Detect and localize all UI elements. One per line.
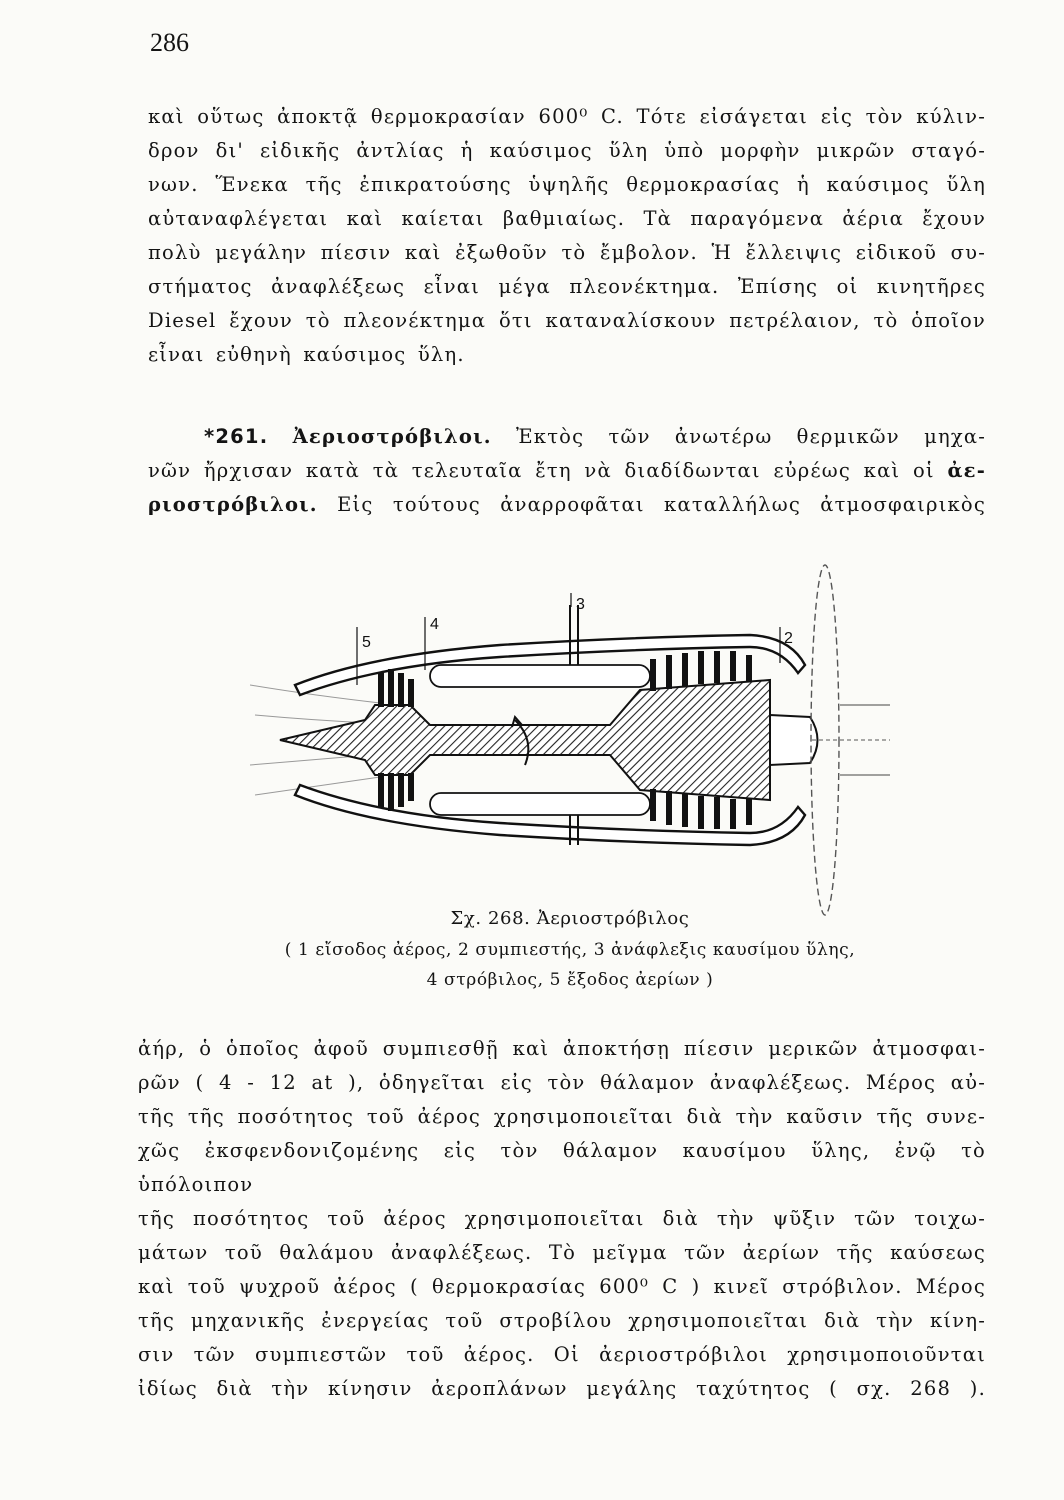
section-number: *261.	[204, 425, 269, 448]
paragraph-diesel	[148, 100, 986, 372]
label-compressor: 2	[784, 630, 793, 647]
text-line: ἀήρ, ὁ ὁποῖος ἀφοῦ συμπιεσθῇ καὶ ἀποκτήσῃ πίεσιν μερικῶν ἀτμοσφαι-	[138, 1037, 986, 1060]
text-line: καὶ τοῦ ψυχροῦ ἀέρος ( θερμοκρασίας 600⁰ C ) κινεῖ στρόβιλον. Μέρος	[138, 1275, 986, 1298]
text-line: εἶναι εὐθηνὴ καύσιμος ὕλη.	[148, 343, 465, 366]
figure-caption-legend: ( 1 εἴσοδος ἀέρος, 2 συμπιεστής, 3 ἀνάφλεξις καυσίμου ὕλης,	[284, 940, 856, 960]
text-line: μάτων τοῦ θαλάμου ἀναφλέξεως. Τὸ μεῖγμα τῶν ἀερίων τῆς καύσεως	[138, 1241, 986, 1264]
text-segment: Ἐκτὸς τῶν ἀνωτέρω θερμικῶν μηχα-	[515, 425, 987, 448]
text-line	[148, 488, 986, 522]
text-segment: Εἰς τούτους ἀναρροφᾶται καταλλήλως ἀτμοσφαιρικὸς	[337, 493, 986, 516]
text-line: αὐταναφλέγεται καὶ καίεται βαθμιαίως. Τὰ παραγόμενα ἀέρια ἔχουν	[148, 207, 986, 230]
text-line: καὶ οὕτως ἀποκτᾷ θερμοκρασίαν 600⁰ C. Τότε εἰσάγεται εἰς τὸν κύλιν-	[148, 105, 986, 128]
bold-term: ριοστρόβιλοι.	[148, 493, 318, 516]
label-fuel-ignition: 3	[576, 596, 585, 613]
text-line: τῆς τῆς ποσότητος τοῦ ἀέρος χρησιμοποιεῖται διὰ τὴν καῦσιν τῆς συνε-	[138, 1105, 986, 1128]
figure-caption-title: Σχ. 268. Ἀεριοστρόβιλος	[450, 908, 690, 929]
text-line: πολὺ μεγάλην πίεσιν καὶ ἐξωθοῦν τὸ ἔμβολον. Ἡ ἔλλειψις εἰδικοῦ συ-	[148, 241, 986, 264]
label-turbine: 4	[430, 616, 439, 633]
text-segment: νῶν ἤρχισαν κατὰ τὰ τελευταῖα ἔτη νὰ διαδίδωνται εὐρέως καὶ οἱ	[148, 459, 935, 482]
text-line: ἰδίως διὰ τὴν κίνησιν ἀεροπλάνων μεγάλης ταχύτητος ( σχ. 268 ).	[138, 1377, 986, 1400]
combustion-chamber-bottom	[430, 793, 650, 815]
bold-term: ἀε-	[947, 459, 986, 482]
text-line: ρῶν ( 4 - 12 at ), ὁδηγεῖται εἰς τὸν θάλαμον ἀναφλέξεως. Μέρος αὐ-	[138, 1071, 986, 1094]
combustion-chamber-top	[430, 665, 650, 687]
text-line: χῶς ἐκσφενδονιζομένης εἰς τὸν θάλαμον καυσίμου ὕλης, ἐνῷ τὸ ὑπόλοιπον	[138, 1139, 986, 1196]
text-line	[204, 420, 986, 454]
text-line	[148, 454, 986, 488]
gas-turbine-diagram	[250, 555, 890, 940]
paragraph-gas-turbine-intro	[148, 420, 987, 522]
label-exhaust: 5	[362, 634, 371, 651]
figure-caption-legend: 4 στρόβιλος, 5 ἔξοδος ἀερίων )	[426, 970, 714, 990]
text-line: δρον δι' εἰδικῆς ἀντλίας ἡ καύσιμος ὕλη ὑπὸ μορφὴν μικρῶν σταγό-	[148, 139, 986, 162]
text-line: σιν τῶν συμπιεστῶν τοῦ ἀέρος. Οἱ ἀεριοστρόβιλοι χρησιμοποιοῦνται	[138, 1343, 986, 1366]
text-line: στήματος ἀναφλέξεως εἶναι μέγα πλεονέκτημα. Ἐπίσης οἱ κινητῆρες	[148, 275, 986, 298]
text-line: Diesel ἔχουν τὸ πλεονέκτημα ὅτι καταναλίσκουν πετρέλαιον, τὸ ὁποῖον	[148, 309, 986, 332]
section-title: Ἀεριοστρόβιλοι.	[292, 425, 492, 448]
text-line: νων. Ἕνεκα τῆς ἐπικρατούσης ὑψηλῆς θερμοκρασίας ἡ καύσιμος ὕλη	[148, 173, 986, 196]
page-number: 286	[150, 28, 189, 57]
paragraph-gas-turbine-operation	[138, 1032, 986, 1406]
text-line: τῆς ποσότητος τοῦ ἀέρος χρησιμοποιεῖται διὰ τὴν ψῦξιν τῶν τοιχω-	[138, 1207, 986, 1230]
text-line: τῆς μηχανικῆς ἐνεργείας τοῦ στροβίλου χρησιμοποιεῖται διὰ τὴν κίνη-	[138, 1309, 986, 1332]
rotor-shaft	[280, 680, 770, 800]
